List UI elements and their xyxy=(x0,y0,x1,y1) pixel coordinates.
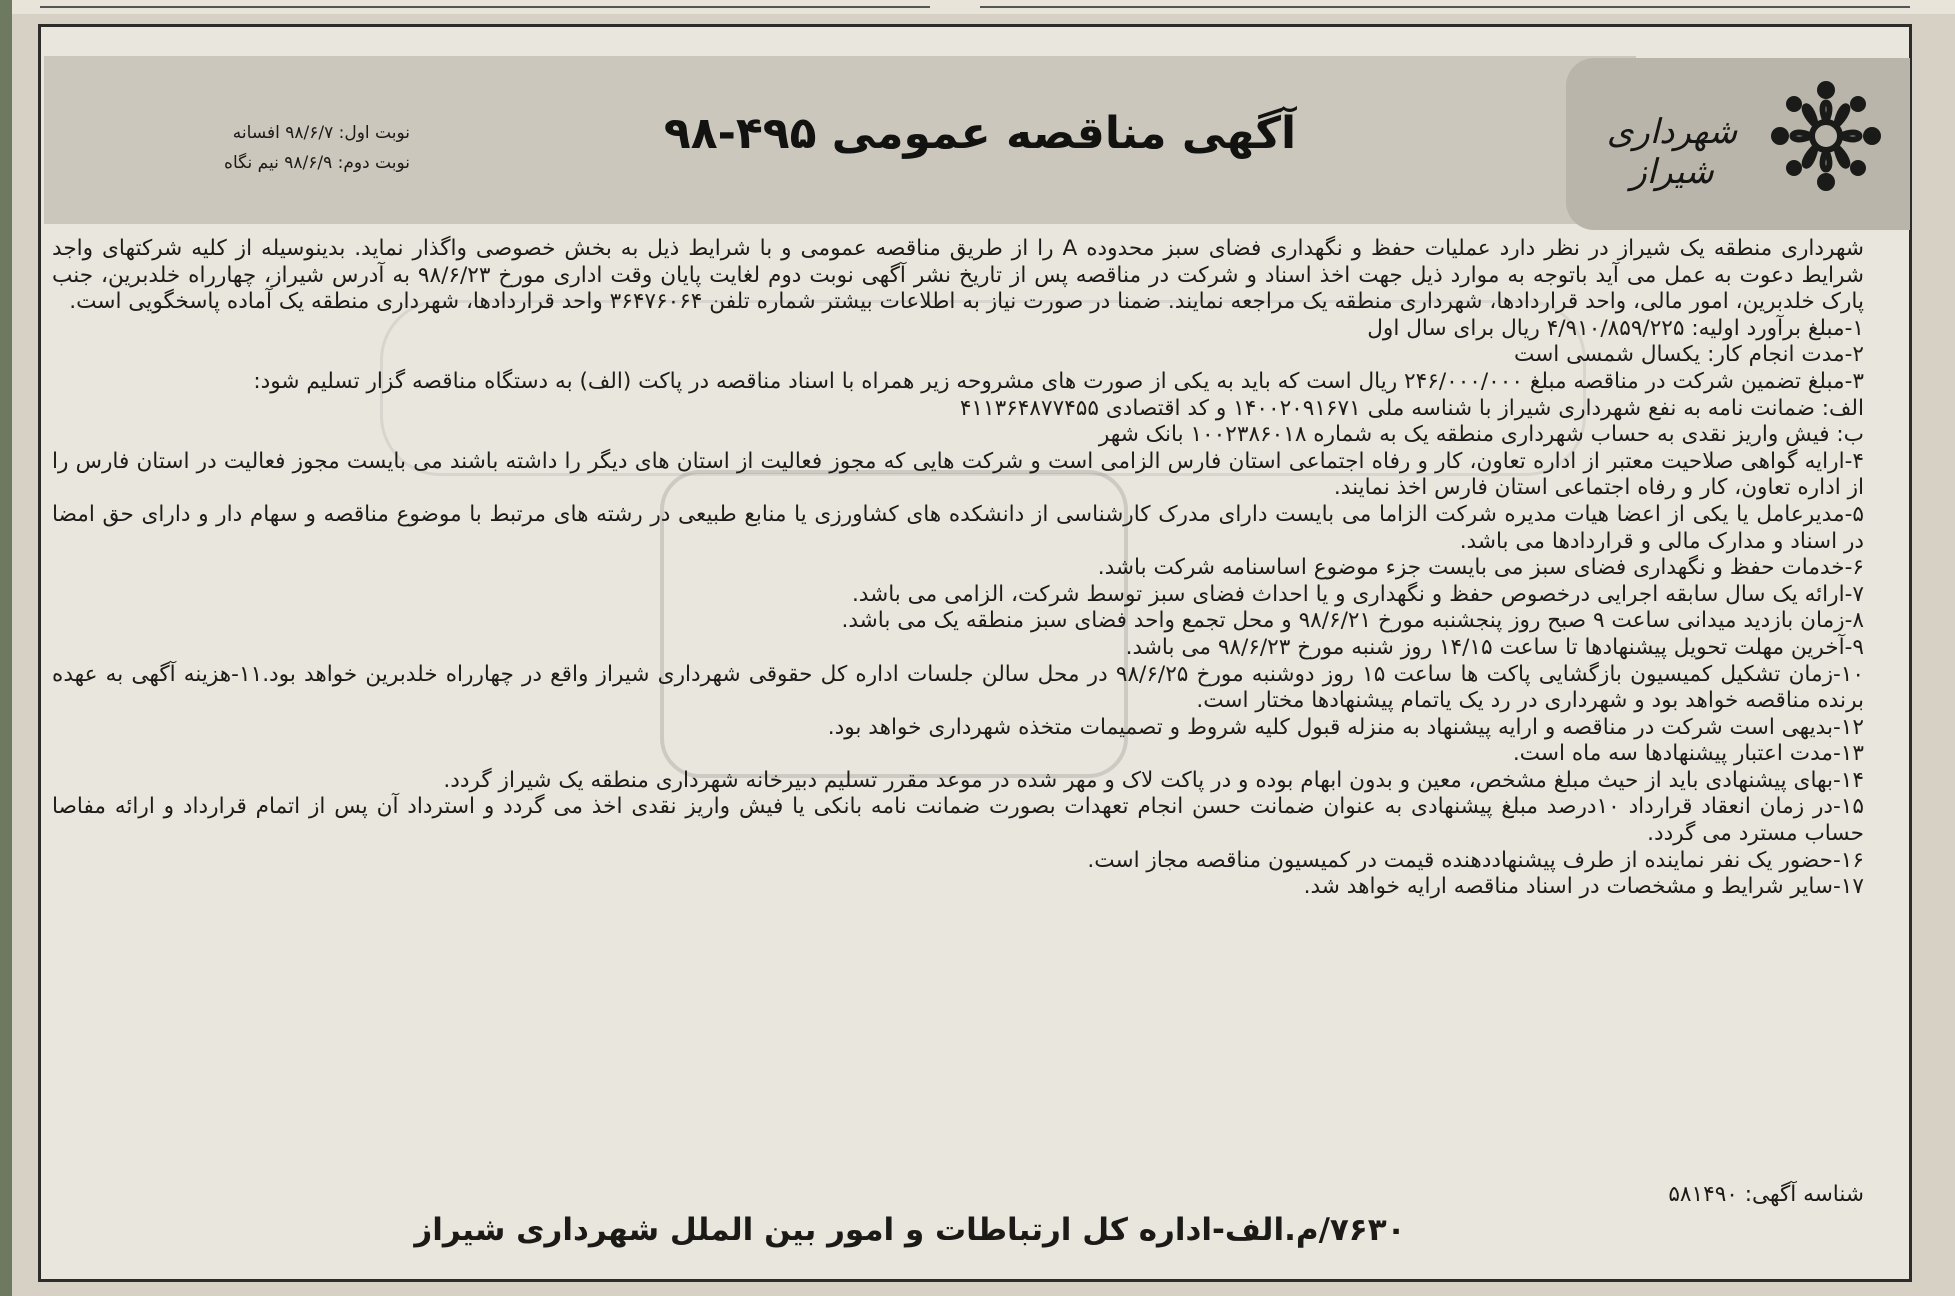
notice-first: نوبت اول: ۹۸/۶/۷ افسانه xyxy=(232,123,410,143)
list-item: ۱۲-بدیهی است شرکت در مناقصه و ارایه پیشنهاد به منزله قبول کلیه شروط و تصمیمات متخذه شهرداری خواهد بود. xyxy=(827,714,1864,740)
list-item: ب: فیش واریز نقدی به حساب شهرداری منطقه یک به شماره ۱۰۰۲۳۸۶۰۱۸ بانک شهر xyxy=(1098,422,1864,448)
logo-wordmark: شهرداری شیراز xyxy=(1606,112,1738,192)
list-item: ۱۰-زمان تشکیل کمیسیون بازگشایی پاکت ها ساعت ۱۵ روز دوشنبه مورخ ۹۸/۶/۲۵ در محل سالن جلسات اداره کل حقوقی شهرداری شیراز واقع در چهارراه خلدبرین خواهد بود.۱۱-هزینه آگهی به عهده برنده مناقصه خواهد بود و شهرداری در رد یک یاتمام پیشنهادها مختار است. xyxy=(52,661,1864,714)
ad-body xyxy=(52,236,1864,901)
list-item: ۱-مبلغ برآورد اولیه: ۴/۹۱۰/۸۵۹/۲۲۵ ریال برای سال اول xyxy=(1367,315,1864,341)
list-item: ۱۳-مدت اعتبار پیشنهادها سه ماه است. xyxy=(1512,741,1864,767)
list-item: ۶-خدمات حفظ و نگهداری فضای سبز می بایست جزء موضوع اساسنامه شرکت باشد. xyxy=(1097,555,1864,581)
list-item: ۸-زمان بازدید میدانی ساعت ۹ صبح روز پنجشنبه مورخ ۹۸/۶/۲۱ و محل تجمع واحد فضای سبز منطقه یک می باشد. xyxy=(841,608,1864,634)
list-item: ۲-مدت انجام کار: یکسال شمسی است xyxy=(1513,342,1864,368)
intro-paragraph: شهرداری منطقه یک شیراز در نظر دارد عملیات حفظ و نگهداری فضای سبز محدوده A را از طریق مناقصه عمومی و با شرایط ذیل به بخش خصوصی واگذار نماید. بدینوسیله از کلیه شرکتهای واجد شرایط دعوت به عمل می آید باتوجه به موارد ذیل جهت اخذ اسناد و شرکت در مناقصه پس از تاریخ نشر آگهی نوبت دوم لغایت پایان وقت اداری مورخ ۹۸/۶/۲۳ به آدرس شیراز، چهارراه خلدبرین، جنب پارک خلدبرین، امور مالی، واحد قراردادها، شهرداری منطقه یک مراجعه نمایند. ضمنا در صورت نیاز به اطلاعات بیشتر شماره تلفن ۳۶۴۷۶۰۶۴ واحد قراردادها، شهرداری منطقه یک آماده پاسخگویی است. xyxy=(52,236,1864,315)
shiraz-flower-logo-icon xyxy=(1766,76,1886,196)
top-rule-right xyxy=(980,6,1910,8)
list-item: ۱۵-در زمان انعقاد قرارداد ۱۰درصد مبلغ پیشنهادی به عنوان ضمانت حسن انجام تعهدات بصورت ضمانت نامه بانکی یا فیش واریز نقدی اخذ می گردد و استرداد آن پس از اتمام قرارداد و ارائه مفاصا حساب مسترد می گردد. xyxy=(52,794,1864,847)
footer-credit: ۷۶۳۰/م.الف-اداره کل ارتباطات و امور بین الملل شهرداری شیراز xyxy=(414,1212,1406,1248)
list-item: ۱۴-بهای پیشنهادی باید از حیث مبلغ مشخص، معین و بدون ابهام بوده و در پاکت لاک و مهر شده در موعد مقرر تسلیم دبیرخانه شهرداری منطقه یک شیراز گردد. xyxy=(443,767,1864,793)
list-item: الف: ضمانت نامه به نفع شهرداری شیراز با شناسه ملی ۱۴۰۰۲۰۹۱۶۷۱ و کد اقتصادی ۴۱۱۳۶۴۸۷۷۴۵۵ xyxy=(959,395,1864,421)
list-item: ۱۶-حضور یک نفر نماینده از طرف پیشنهاددهنده قیمت در کمیسیون مناقصه مجاز است. xyxy=(1087,847,1864,873)
list-item: ۷-ارائه یک سال سابقه اجرایی درخصوص حفظ و نگهداری و یا احداث فضای سبز توسط شرکت، الزامی می باشد. xyxy=(851,581,1864,607)
top-rule-left xyxy=(40,6,930,8)
list-item: ۱۷-سایر شرایط و مشخصات در اسناد مناقصه ارایه خواهد شد. xyxy=(1303,874,1864,900)
publication-notices xyxy=(150,118,410,178)
list-item: ۹-آخرین مهلت تحویل پیشنهادها تا ساعت ۱۴/۱۵ روز شنبه مورخ ۹۸/۶/۲۳ می باشد. xyxy=(1125,634,1864,660)
page-title: آگهی مناقصه عمومی ۴۹۵-۹۸ xyxy=(663,108,1297,159)
list-item: ۳-مبلغ تضمین شرکت در مناقصه مبلغ ۲۴۶/۰۰۰/۰۰۰ ریال است که باید به یکی از صورت های مشروحه زیر همراه با اسناد مناقصه در پاکت (الف) به دستگاه مناقصه گزار تسلیم شود: xyxy=(253,368,1864,394)
ad-id: شناسه آگهی: ۵۸۱۴۹۰ xyxy=(1668,1182,1864,1207)
page-edge xyxy=(0,0,12,1296)
notice-second: نوبت دوم: ۹۸/۶/۹ نیم نگاه xyxy=(224,153,410,173)
list-item: ۴-ارایه گواهی صلاحیت معتبر از اداره تعاون، کار و رفاه اجتماعی استان فارس الزامی است و شرکت هایی که مجوز فعالیت از استان های دیگر را داشته باشند می بایست مجوز فعالیت در استان فارس را از اداره تعاون، کار و رفاه اجتماعی استان فارس اخذ نمایند. xyxy=(52,448,1864,501)
list-item: ۵-مدیرعامل یا یکی از اعضا هیات مدیره شرکت الزاما می بایست دارای مدرک کارشناسی از دانشکده های کشاورزی یا منابع طبیعی در رشته های مرتبط با موضوع مناقصه و سهام دار و دارای حق امضا در اسناد و مدارک مالی و قراردادها می باشد. xyxy=(52,501,1864,554)
